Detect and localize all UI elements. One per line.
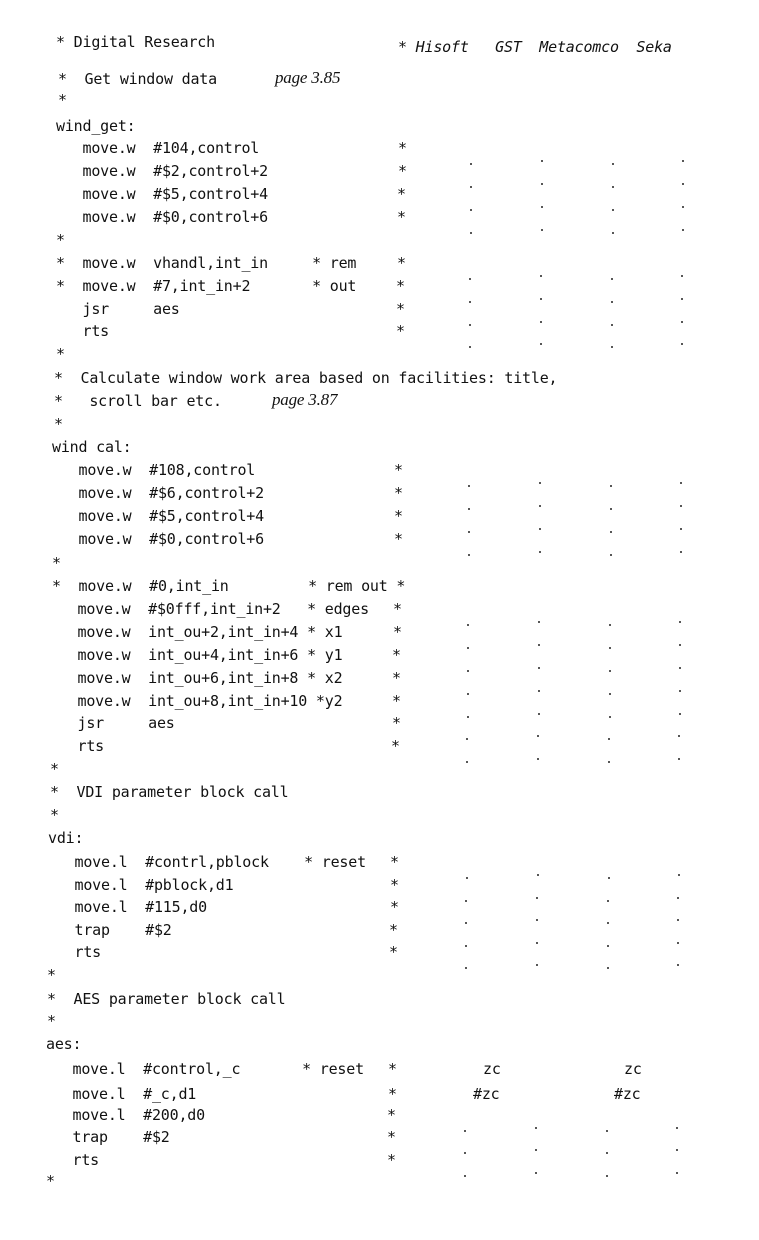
scan-dot [538, 690, 540, 692]
code-line: * [50, 806, 59, 824]
comment-marker: * [390, 876, 399, 894]
page-reference: page 3.85 [275, 68, 341, 87]
scan-dot [606, 1175, 608, 1177]
scan-dot [537, 758, 539, 760]
scan-dot [535, 1127, 537, 1129]
code-line: wind_get: [56, 117, 136, 135]
scan-dot [468, 485, 470, 487]
scan-dot [465, 945, 467, 947]
code-line: rts [56, 322, 109, 340]
scan-dot [610, 485, 612, 487]
scan-dot [677, 897, 679, 899]
scan-dot [678, 735, 680, 737]
annotation-zc: zc [483, 1060, 501, 1078]
code-line: move.w #$2,control+2 [56, 162, 268, 180]
scan-dot [611, 301, 613, 303]
scan-dot [467, 693, 469, 695]
scan-dot [535, 1149, 537, 1151]
comment-marker: * [393, 600, 402, 618]
comment-marker: * [392, 646, 401, 664]
scan-dot [606, 1130, 608, 1132]
scan-dot [468, 508, 470, 510]
scan-dot [541, 160, 543, 162]
scan-dot [470, 209, 472, 211]
code-line: * [56, 231, 65, 249]
comment-marker: * [388, 1060, 397, 1078]
scan-dot [466, 877, 468, 879]
code-line: rts [46, 1151, 99, 1169]
scan-dot [612, 232, 614, 234]
code-line: move.l #contrl,pblock * reset [48, 853, 366, 871]
scan-dot [607, 900, 609, 902]
scan-dot [538, 644, 540, 646]
scan-dot [464, 1175, 466, 1177]
code-line: * scroll bar etc. [54, 392, 222, 410]
comment-marker: * [394, 530, 403, 548]
scan-dot [537, 735, 539, 737]
comment-marker: * [393, 623, 402, 641]
code-line: * [50, 760, 59, 778]
scan-dot [612, 163, 614, 165]
comment-marker: * [392, 669, 401, 687]
scan-dot [608, 761, 610, 763]
comment-marker: * [390, 898, 399, 916]
code-line: * [58, 91, 67, 109]
scan-dot [676, 1127, 678, 1129]
scan-dot [607, 922, 609, 924]
scan-dot [611, 278, 613, 280]
code-line: * move.w #0,int_in * rem out * [52, 577, 406, 595]
comment-marker: * [396, 300, 405, 318]
code-line: wind cal: [52, 438, 132, 456]
comment-marker: * [398, 139, 407, 157]
comment-marker: * [387, 1128, 396, 1146]
scan-dot [682, 160, 684, 162]
code-line: * [47, 966, 56, 984]
scan-dot [682, 183, 684, 185]
code-line: move.w #$0,control+6 [52, 530, 264, 548]
comment-marker: * [396, 322, 405, 340]
comment-marker: * [390, 853, 399, 871]
code-line: * [56, 345, 65, 363]
scan-dot [470, 163, 472, 165]
scan-dot [609, 624, 611, 626]
code-line: rts [48, 943, 101, 961]
scan-dot [676, 1172, 678, 1174]
scan-dot [681, 343, 683, 345]
code-line: move.l #115,d0 [48, 898, 207, 916]
scan-dot [469, 324, 471, 326]
code-line: * AES parameter block call [47, 990, 286, 1008]
scan-dot [541, 206, 543, 208]
code-line: move.w #$0,control+6 [56, 208, 268, 226]
code-line: aes: [46, 1035, 82, 1053]
scan-dot [677, 942, 679, 944]
scan-dot [539, 482, 541, 484]
scan-dot [469, 278, 471, 280]
code-line: rts [51, 737, 104, 755]
comment-marker: * [387, 1151, 396, 1169]
scan-dot [467, 670, 469, 672]
scan-dot [609, 647, 611, 649]
scan-dot [681, 298, 683, 300]
code-line: * VDI parameter block call [50, 783, 289, 801]
comment-marker: * [394, 507, 403, 525]
code-line: move.w #$5,control+4 [52, 507, 264, 525]
comment-marker: * [398, 162, 407, 180]
scan-dot [679, 667, 681, 669]
scan-dot [468, 554, 470, 556]
scan-dot [538, 667, 540, 669]
scan-dot [465, 900, 467, 902]
scan-dot [608, 738, 610, 740]
scan-dot [679, 644, 681, 646]
scan-dot [539, 528, 541, 530]
comment-marker: * [391, 737, 400, 755]
code-line: trap #$2 [46, 1128, 170, 1146]
code-line: jsr aes [51, 714, 175, 732]
scan-dot [541, 183, 543, 185]
annotation-zc: zc [624, 1060, 642, 1078]
code-line: * [47, 1012, 56, 1030]
code-line: * move.w vhandl,int_in * rem [56, 254, 357, 272]
code-line: * move.w #7,int_in+2 * out [56, 277, 357, 295]
scan-dot [536, 897, 538, 899]
scan-dot [612, 186, 614, 188]
code-line: * [52, 554, 61, 572]
code-line: move.w int_ou+4,int_in+6 * y1 [51, 646, 343, 664]
comment-marker: * [392, 692, 401, 710]
scan-dot [680, 505, 682, 507]
scan-dot [679, 690, 681, 692]
scan-dot [464, 1152, 466, 1154]
annotation-zc: #zc [614, 1085, 641, 1103]
scan-dot [606, 1152, 608, 1154]
scan-dot [464, 1130, 466, 1132]
scan-dot [681, 275, 683, 277]
scan-dot [682, 206, 684, 208]
scan-dot [470, 232, 472, 234]
scan-dot [535, 1172, 537, 1174]
scan-dot [682, 229, 684, 231]
scan-dot [610, 554, 612, 556]
scan-dot [611, 324, 613, 326]
code-line: * Calculate window work area based on facilities: title, [54, 369, 558, 387]
comment-marker: * [394, 461, 403, 479]
scan-dot [538, 621, 540, 623]
scan-dot [537, 874, 539, 876]
scan-dot [609, 716, 611, 718]
scan-dot [467, 716, 469, 718]
code-line: * Get window data [58, 70, 217, 88]
code-line: * [46, 1172, 55, 1190]
code-line: move.l #200,d0 [46, 1106, 205, 1124]
code-line: move.l #pblock,d1 [48, 876, 234, 894]
scan-dot [611, 346, 613, 348]
code-line: trap #$2 [48, 921, 172, 939]
code-line: jsr aes [56, 300, 180, 318]
comment-marker: * [387, 1106, 396, 1124]
scan-dot [465, 922, 467, 924]
scan-dot [609, 693, 611, 695]
comment-marker: * [392, 714, 401, 732]
scan-dot [469, 346, 471, 348]
scan-dot [609, 670, 611, 672]
code-line: move.w #104,control [56, 139, 260, 157]
scan-dot [679, 621, 681, 623]
code-line: * [54, 415, 63, 433]
header-right: * Hisoft GST Metacomco Seka [398, 38, 672, 56]
comment-marker: * [396, 277, 405, 295]
scan-dot [536, 942, 538, 944]
scan-dot [468, 531, 470, 533]
code-line: move.w int_ou+6,int_in+8 * x2 [51, 669, 343, 687]
scan-dot [610, 508, 612, 510]
code-line: move.w #108,control [52, 461, 256, 479]
annotation-zc: #zc [473, 1085, 500, 1103]
scan-dot [676, 1149, 678, 1151]
scan-dot [612, 209, 614, 211]
comment-marker: * [397, 208, 406, 226]
scan-dot [677, 964, 679, 966]
scan-dot [678, 874, 680, 876]
scan-dot [607, 967, 609, 969]
code-line: move.w #$5,control+4 [56, 185, 268, 203]
scan-dot [677, 919, 679, 921]
comment-marker: * [397, 254, 406, 272]
scan-dot [467, 624, 469, 626]
scan-dot [465, 967, 467, 969]
scan-dot [466, 761, 468, 763]
scan-dot [539, 505, 541, 507]
scan-dot [678, 758, 680, 760]
scan-dot [608, 877, 610, 879]
code-line: move.w #$0fff,int_in+2 * edges [51, 600, 369, 618]
code-line: move.l #control,_c * reset [46, 1060, 364, 1078]
code-line: move.l #_c,d1 [46, 1085, 197, 1103]
scan-dot [680, 551, 682, 553]
scan-dot [681, 321, 683, 323]
comment-marker: * [394, 484, 403, 502]
scan-dot [536, 964, 538, 966]
scan-dot [540, 298, 542, 300]
scan-dot [680, 528, 682, 530]
scan-dot [540, 275, 542, 277]
scan-dot [466, 738, 468, 740]
scan-dot [679, 713, 681, 715]
comment-marker: * [388, 1085, 397, 1103]
scan-dot [536, 919, 538, 921]
code-line: move.w int_ou+2,int_in+4 * x1 [51, 623, 343, 641]
scan-dot [607, 945, 609, 947]
code-line: move.w #$6,control+2 [52, 484, 264, 502]
scan-dot [470, 186, 472, 188]
scan-dot [538, 713, 540, 715]
scan-dot [680, 482, 682, 484]
comment-marker: * [389, 943, 398, 961]
scan-dot [539, 551, 541, 553]
comment-marker: * [389, 921, 398, 939]
comment-marker: * [397, 185, 406, 203]
scan-dot [540, 343, 542, 345]
scan-dot [610, 531, 612, 533]
code-line: vdi: [48, 829, 84, 847]
scan-dot [467, 647, 469, 649]
code-line: move.w int_ou+8,int_in+10 *y2 [51, 692, 343, 710]
scan-dot [540, 321, 542, 323]
header-left: * Digital Research [56, 33, 215, 51]
page-reference: page 3.87 [272, 390, 338, 409]
scan-dot [541, 229, 543, 231]
scan-dot [469, 301, 471, 303]
